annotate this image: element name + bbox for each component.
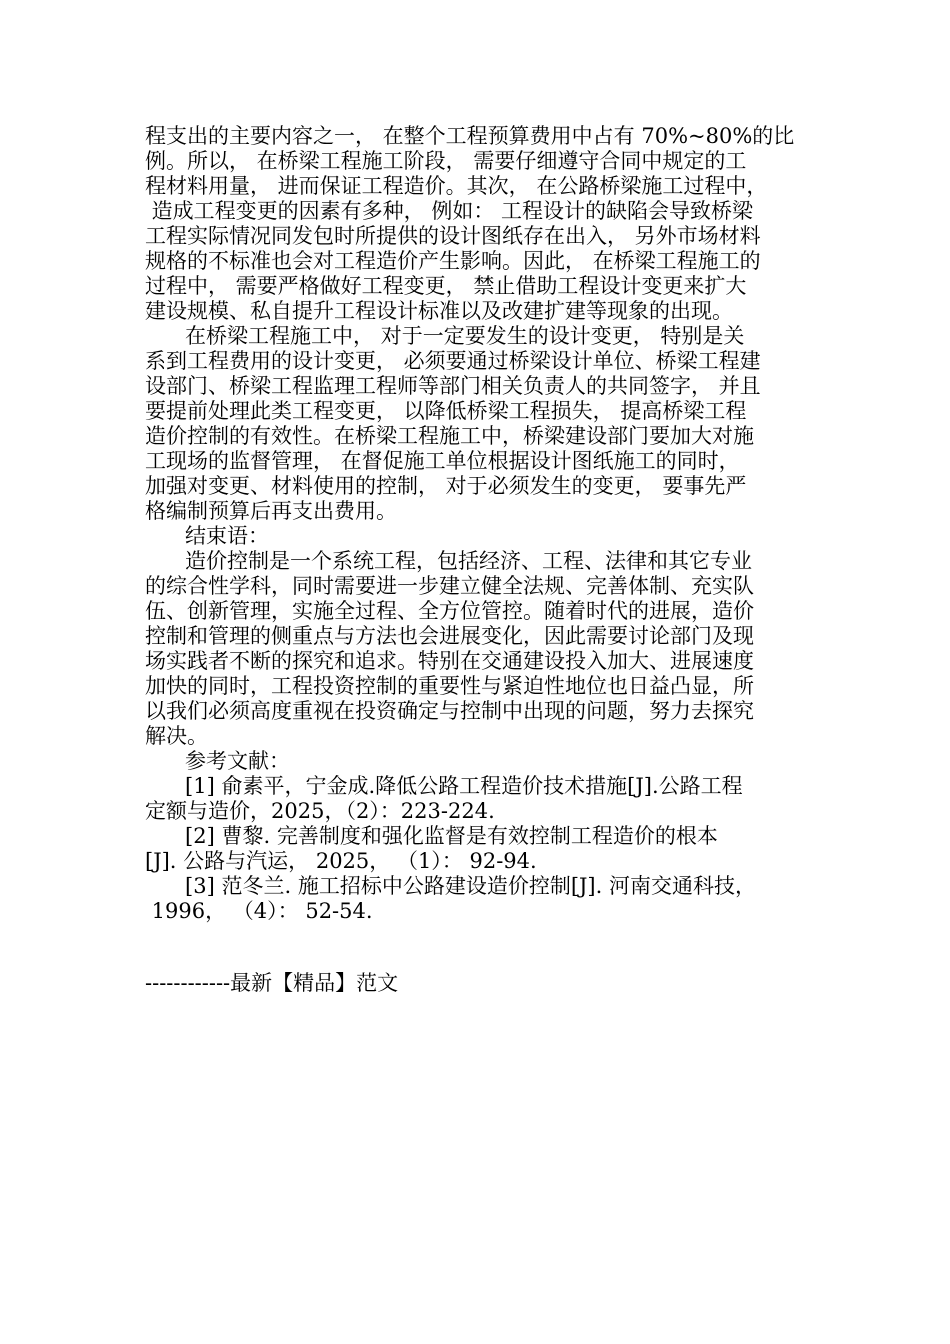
text-line: 控制和管理的侧重点与方法也会进展变化，因此需要讨论部门及现: [145, 624, 754, 648]
text-line: 工现场的监督管理， 在督促施工单位根据设计图纸施工的同时，: [145, 449, 740, 473]
reference-line: 定额与造价，2025，（2）：223-224.: [145, 799, 495, 823]
text-line: 程支出的主要内容之一， 在整个工程预算费用中占有 70%~80%的比: [145, 124, 795, 148]
text-line: 伍、创新管理，实施全过程、全方位管控。随着时代的进展，造价: [145, 599, 754, 623]
text-line: 解决。: [145, 724, 208, 748]
text-line: 规格的不标准也会对工程造价产生影响。因此， 在桥梁工程施工的: [145, 249, 761, 273]
reference-line: [3] 范冬兰. 施工招标中公路建设造价控制[J]. 河南交通科技，: [145, 874, 756, 898]
text-line: 设部门、桥梁工程监理工程师等部门相关负责人的共同签字， 并且: [145, 374, 761, 398]
reference-line: 1996， （4）： 52-54.: [145, 899, 373, 923]
section-heading: 结束语：: [145, 524, 270, 548]
footer-text: ------------最新【精品】范文: [145, 971, 399, 995]
text-line: 造价控制是一个系统工程，包括经济、工程、法律和其它专业: [145, 549, 753, 573]
text-line: 工程实际情况同发包时所提供的设计图纸存在出入， 另外市场材料: [145, 224, 761, 248]
text-line: 程材料用量， 进而保证工程造价。其次， 在公路桥梁施工过程中，: [145, 174, 768, 198]
text-line: 过程中， 需要严格做好工程变更， 禁止借助工程设计变更来扩大: [145, 274, 747, 298]
text-line: 在桥梁工程施工中， 对于一定要发生的设计变更， 特别是关: [145, 324, 745, 348]
text-line: 格编制预算后再支出费用。: [145, 499, 397, 523]
reference-line: [1] 俞素平，宁金成.降低公路工程造价技术措施[J].公路工程: [145, 774, 743, 798]
text-line: 的综合性学科，同时需要进一步建立健全法规、完善体制、充实队: [145, 574, 754, 598]
text-line: 系到工程费用的设计变更， 必须要通过桥梁设计单位、桥梁工程建: [145, 349, 761, 373]
text-line: 造价控制的有效性。在桥梁工程施工中，桥梁建设部门要加大对施: [145, 424, 754, 448]
reference-line: [2] 曹黎. 完善制度和强化监督是有效控制工程造价的根本: [145, 824, 718, 848]
text-line: 场实践者不断的探究和追求。特别在交通建设投入加大、进展速度: [145, 649, 754, 673]
text-line: 要提前处理此类工程变更， 以降低桥梁工程损失， 提高桥梁工程: [145, 399, 747, 423]
text-line: 造成工程变更的因素有多种， 例如： 工程设计的缺陷会导致桥梁: [145, 199, 754, 223]
section-heading: 参考文献：: [145, 749, 291, 773]
text-line: 例。所以， 在桥梁工程施工阶段， 需要仔细遵守合同中规定的工: [145, 149, 747, 173]
text-line: 建设规模、私自提升工程设计标准以及改建扩建等现象的出现。: [145, 299, 733, 323]
text-line: 加快的同时，工程投资控制的重要性与紧迫性地位也日益凸显，所: [145, 674, 754, 698]
reference-line: [J]. 公路与汽运， 2025， （1）： 92-94.: [145, 849, 537, 873]
text-line: 加强对变更、材料使用的控制， 对于必须发生的变更， 要事先严: [145, 474, 747, 498]
text-line: 以我们必须高度重视在投资确定与控制中出现的问题，努力去探究: [145, 699, 754, 723]
